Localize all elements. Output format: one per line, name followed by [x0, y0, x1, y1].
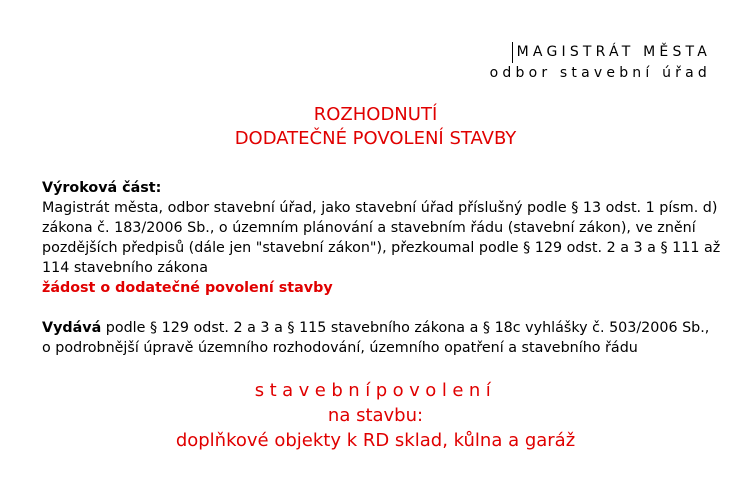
permit-line-2: na stavbu: [327, 405, 424, 426]
issues-section [42, 318, 722, 358]
letterhead-dept: odbor stavební úřad [489, 65, 711, 81]
verdict-request: žádost o dodatečné povolení stavby [42, 280, 333, 296]
title-line-1: ROZHODNUTÍ [313, 104, 438, 125]
permit-block [0, 378, 751, 453]
issues-body: podle § 129 odst. 2 a 3 a § 115 stavebního zákona a § 18c vyhlášky č. 503/2006 Sb., o podrobnější úpravě územního rozhodování, územního opatření a stavebního řádu [42, 320, 710, 356]
issues-lead: Vydává [42, 320, 102, 336]
permit-spaced-title [0, 378, 751, 403]
verdict-section [42, 178, 722, 298]
letterhead [490, 42, 711, 84]
verdict-heading: Výroková část: [42, 180, 162, 196]
verdict-body: Magistrát města, odbor stavební úřad, jako stavební úřad příslušný podle § 13 odst. 1 písm. d) zákona č. 183/2006 Sb., o územním plánování a stavebním řádu (stavební zákon), ve znění pozdějších předpisů (dále jen "stavební zákon"), přezkoumal podle § 129 odst. 2 a 3 a § 111 až 114 stavebního zákona [42, 200, 721, 276]
permit-spaced-text: stavebnípovolení [254, 380, 497, 401]
letterhead-org: MAGISTRÁT MĚSTA [512, 42, 711, 63]
title-line-2: DODATEČNÉ POVOLENÍ STAVBY [234, 128, 517, 149]
permit-line-3: doplňkové objekty k RD sklad, kůlna a garáž [175, 430, 576, 451]
document-title [0, 103, 751, 151]
